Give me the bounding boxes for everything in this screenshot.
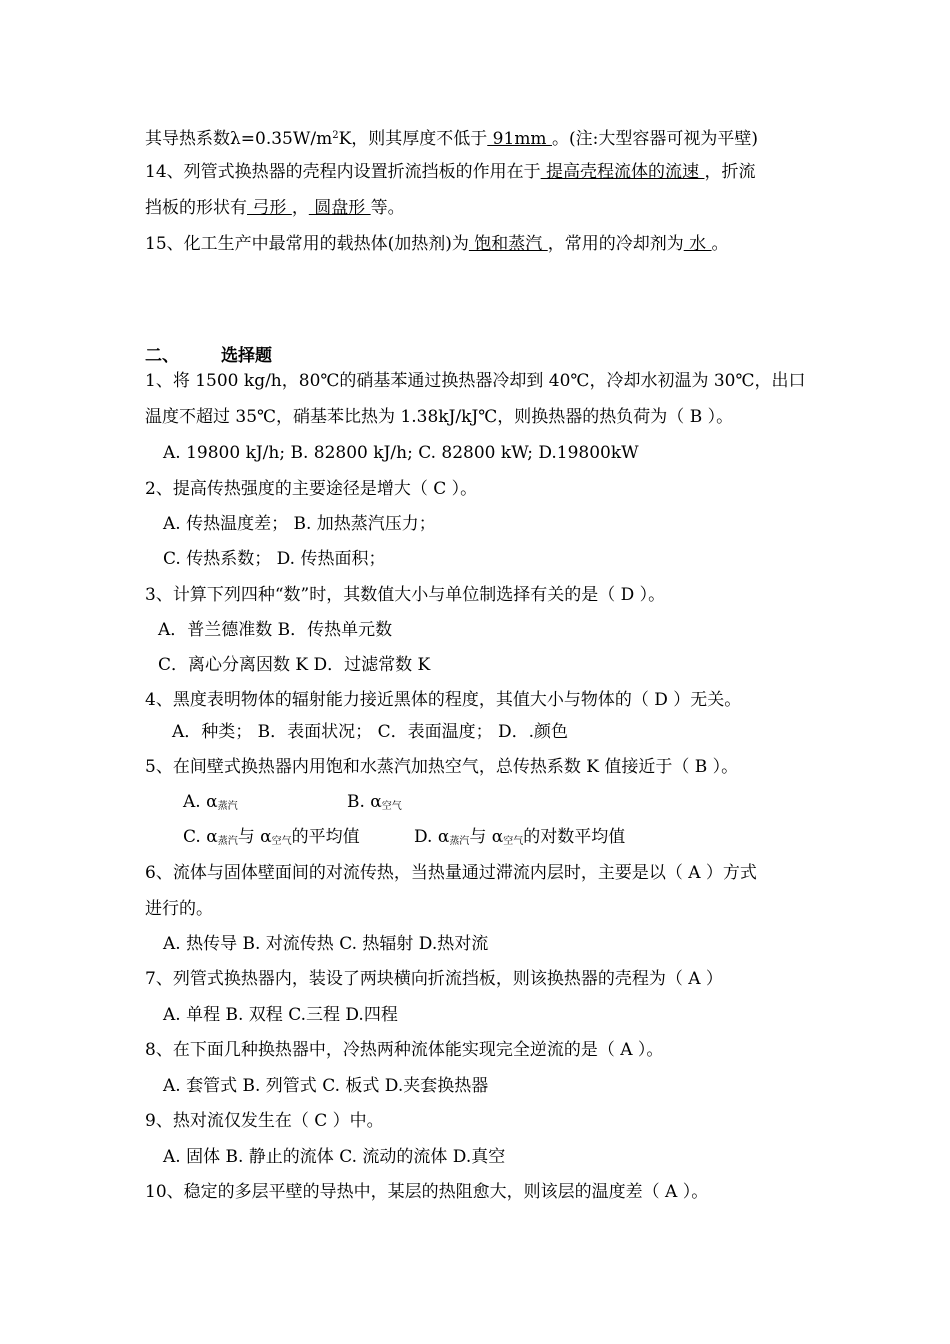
fill-question-14-cont (145, 197, 405, 219)
text: 挡板的形状有 (145, 198, 247, 218)
question-9 (145, 1110, 384, 1132)
question-9-options (163, 1146, 505, 1168)
text: C．离心分离因数 K D．过滤常数 K (158, 655, 431, 675)
text: 9、热对流仅发生在（ C ）中。 (145, 1111, 384, 1131)
subscript: 蒸汽 (449, 836, 470, 847)
question-6-options (163, 933, 488, 955)
text: C. α (183, 827, 218, 847)
text: 3、计算下列四种“数”时，其数值大小与单位制选择有关的是（ D ）。 (145, 585, 666, 605)
text: 14、列管式换热器的壳程内设置折流挡板的作用在于 (145, 162, 541, 182)
text: 其导热系数λ=0.35W/m (145, 129, 333, 149)
question-1-options (163, 442, 639, 464)
text: A. 19800 kJ/h; B. 82800 kJ/h; C. 82800 kW; D.19800kW (163, 443, 639, 463)
question-5-option-c (183, 826, 360, 853)
subscript: 空气 (381, 801, 402, 812)
text: C. 传热系数； D. 传热面积； (163, 549, 386, 569)
text: D. α (414, 827, 450, 847)
text: A. 传热温度差； B. 加热蒸汽压力； (163, 514, 436, 534)
question-3-options-cd (158, 654, 430, 676)
fill-line-13-end (145, 125, 758, 150)
question-5-option-b (347, 791, 402, 818)
subscript: 蒸汽 (217, 836, 238, 847)
section-heading (145, 345, 272, 367)
text: 。(注:大型容器可视为平壁) (551, 129, 758, 149)
section-number: 二、 (145, 346, 179, 366)
text: 温度不超过 35℃，硝基苯比热为 1.38kJ/kJ℃，则换热器的热负荷为（ B ）。 (145, 407, 734, 427)
text: ， (291, 198, 309, 218)
answer-blank: 提高壳程流体的流速 (540, 162, 705, 182)
answer-blank: 水 (683, 234, 712, 254)
text: 15、化工生产中最常用的载热体(加热剂)为 (145, 234, 469, 254)
fill-question-15 (145, 233, 729, 255)
text: 8、在下面几种换热器中，冷热两种流体能实现完全逆流的是（ A ）。 (145, 1040, 664, 1060)
text: A. α (183, 792, 218, 812)
question-1-cont (145, 406, 733, 428)
text: 6、流体与固体壁面间的对流传热，当热量通过滞流内层时，主要是以（ A ）方式 (145, 863, 757, 883)
text: B. α (347, 792, 382, 812)
text: 的对数平均值 (523, 827, 626, 847)
answer-blank: 91mm (487, 129, 552, 149)
text: A．普兰德准数 B．传热单元数 (158, 620, 393, 640)
text: 2、提高传热强度的主要途径是增大（ C ）。 (145, 479, 478, 499)
text: 5、在间壁式换热器内用饱和水蒸汽加热空气，总传热系数 K 值接近于（ B ）。 (145, 757, 739, 777)
answer-blank: 饱和蒸汽 (468, 234, 548, 254)
text: 等。 (370, 198, 405, 218)
text: A. 固体 B. 静止的流体 C. 流动的流体 D.真空 (163, 1147, 506, 1167)
text: 7、列管式换热器内，装设了两块横向折流挡板，则该换热器的壳程为（ A ） (145, 969, 723, 989)
question-4 (145, 689, 741, 711)
text: 进行的。 (145, 899, 213, 919)
question-2-options-ab (163, 513, 436, 535)
superscript: 2 (332, 130, 339, 141)
question-5 (145, 756, 738, 778)
question-2-options-cd (163, 548, 385, 570)
question-3 (145, 584, 665, 606)
text: ，常用的冷却剂为 (547, 234, 684, 254)
text: 。 (711, 234, 729, 254)
text: 10、稳定的多层平壁的导热中，某层的热阻愈大，则该层的温度差（ A ）。 (145, 1182, 709, 1202)
question-4-options (172, 721, 568, 743)
question-2 (145, 478, 477, 500)
question-8-options (163, 1075, 488, 1097)
text: K，则其厚度不低于 (338, 129, 488, 149)
text: 4、黑度表明物体的辐射能力接近黑体的程度，其值大小与物体的（ D ）无关。 (145, 690, 742, 710)
text: A. 套管式 B. 列管式 C. 板式 D.夹套换热器 (163, 1076, 489, 1096)
question-8 (145, 1039, 663, 1061)
fill-question-14 (145, 161, 755, 183)
text: A．种类； B．表面状况； C．表面温度； D．.颜色 (172, 722, 569, 742)
question-1 (145, 370, 806, 392)
question-3-options-ab (158, 619, 392, 641)
text: A. 热传导 B. 对流传热 C. 热辐射 D.热对流 (163, 934, 489, 954)
subscript: 蒸汽 (217, 801, 238, 812)
subscript: 空气 (503, 836, 524, 847)
answer-blank: 弓形 (247, 198, 292, 218)
question-10 (145, 1181, 708, 1203)
question-6 (145, 862, 757, 884)
text: 1、将 1500 kg/h，80℃的硝基苯通过换热器冷却到 40℃，冷却水初温为 30℃，出口 (145, 371, 806, 391)
text: 的平均值 (291, 827, 360, 847)
subscript: 空气 (271, 836, 292, 847)
text: 与 α (237, 827, 272, 847)
question-5-option-d (414, 826, 625, 853)
text: 与 α (469, 827, 504, 847)
text: A. 单程 B. 双程 C.三程 D.四程 (163, 1005, 398, 1025)
text: ，折流 (704, 162, 756, 182)
section-title: 选择题 (221, 346, 272, 366)
question-7-options (163, 1004, 398, 1026)
question-5-option-a (183, 791, 238, 818)
question-7 (145, 968, 723, 990)
answer-blank: 圆盘形 (308, 198, 371, 218)
question-6-cont (145, 898, 213, 920)
